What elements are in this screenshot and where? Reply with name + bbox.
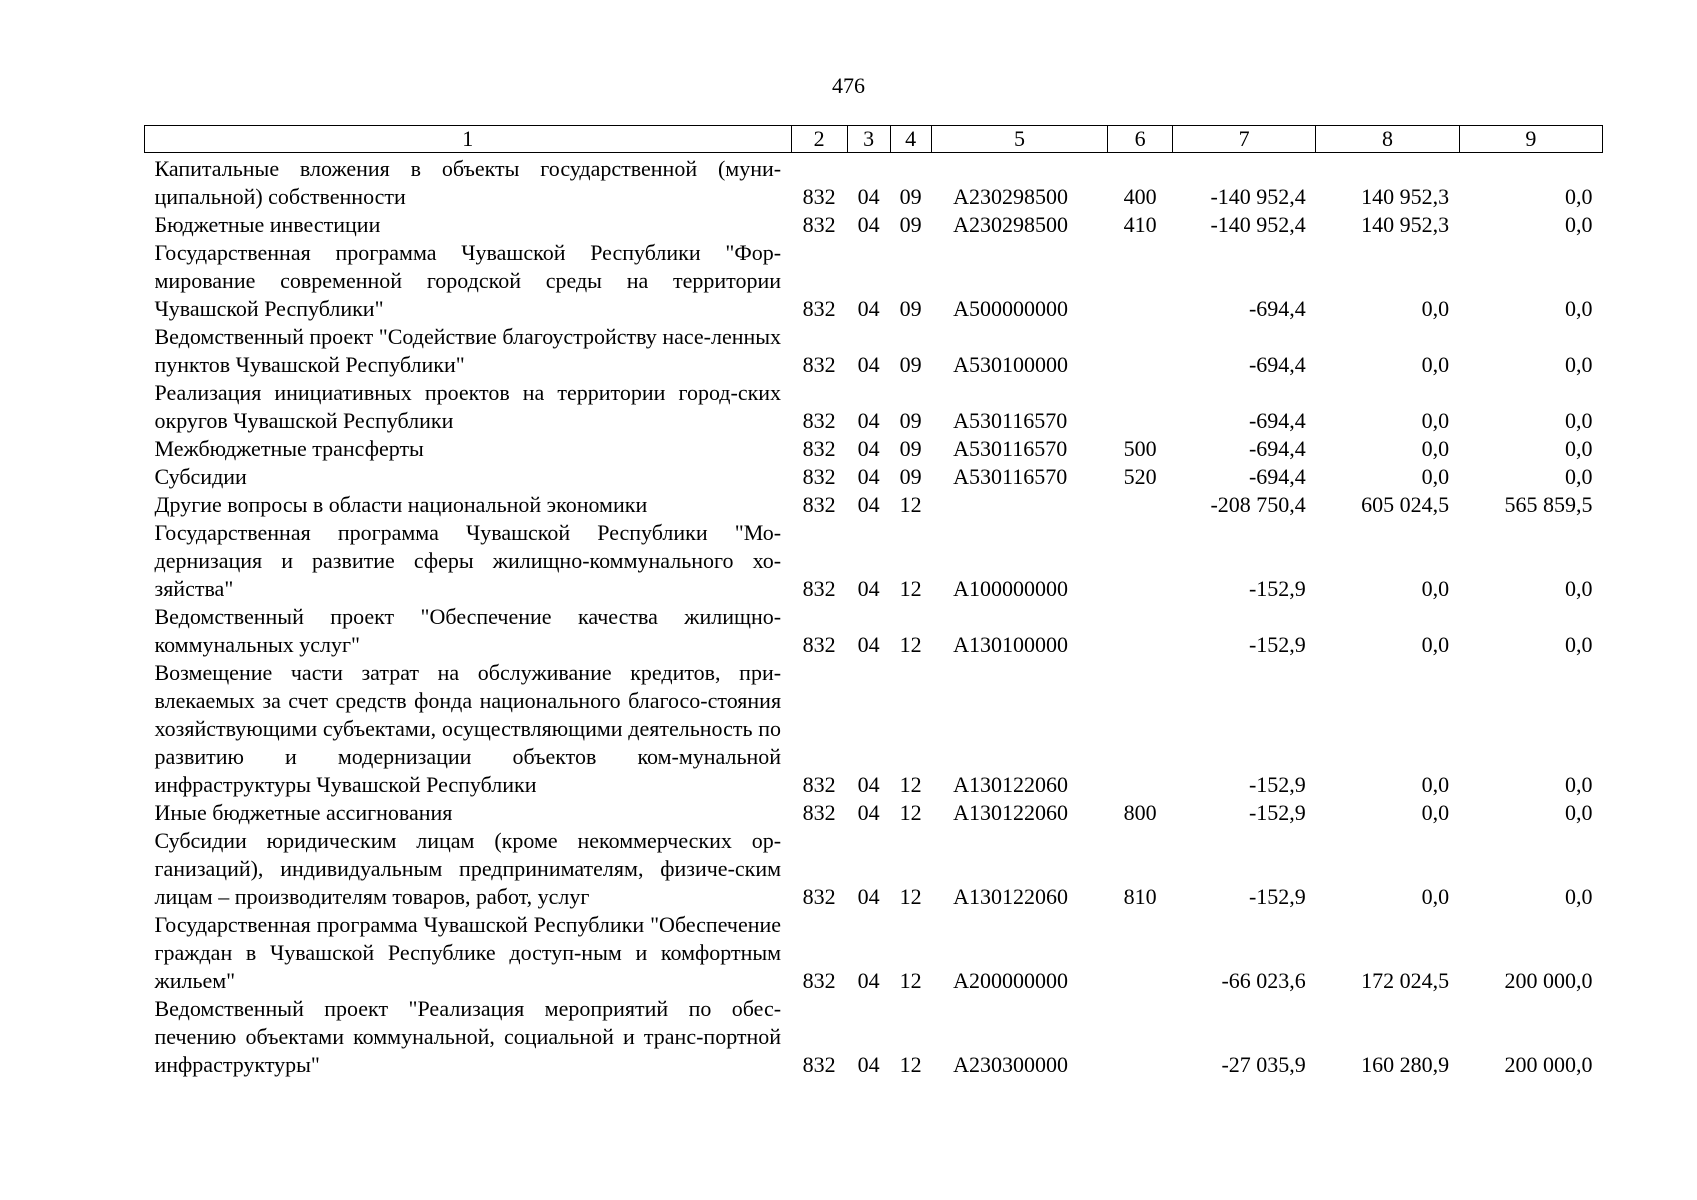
row-code-cell: 832 — [802, 772, 836, 797]
row-name-cell: Иные бюджетные ассигнования — [154, 800, 453, 825]
table-row — [145, 239, 1603, 323]
row-amount-col8-cell: 140 952,3 — [1361, 212, 1450, 237]
row-target-article-cell: А130100000 — [953, 632, 1069, 657]
row-code-cell: 832 — [802, 884, 836, 909]
row-section-cell: 04 — [857, 1052, 880, 1077]
row-amount-col8-cell: 605 024,5 — [1361, 492, 1450, 517]
row-name-cell: Капитальные вложения в объекты государственной (муни-ципальной) собственности — [154, 156, 782, 209]
row-expense-type-cell: 500 — [1123, 436, 1157, 461]
row-code-cell: 832 — [802, 576, 836, 601]
row-name-cell: Реализация инициативных проектов на территории город-ских округов Чувашской Республики — [154, 380, 782, 433]
row-section-cell: 04 — [857, 212, 880, 237]
row-name-cell: Другие вопросы в области национальной экономики — [154, 492, 648, 517]
table-row — [145, 659, 1603, 799]
table-row — [145, 211, 1603, 239]
row-amount-col9-cell: 0,0 — [1565, 800, 1593, 825]
row-subsection-cell: 09 — [899, 296, 922, 321]
row-section-cell: 04 — [857, 772, 880, 797]
row-amount-col9-cell: 0,0 — [1565, 296, 1593, 321]
row-amount-col8-cell: 0,0 — [1421, 772, 1450, 797]
row-subsection-cell: 09 — [899, 436, 922, 461]
row-code-cell: 832 — [802, 296, 836, 321]
row-section-cell: 04 — [857, 968, 880, 993]
row-name-cell: Ведомственный проект "Содействие благоустройству насе-ленных пунктов Чувашской Республики" — [154, 324, 782, 377]
table-row — [145, 155, 1603, 211]
row-amount-col8-cell: 160 280,9 — [1361, 1052, 1450, 1077]
row-subsection-cell: 12 — [899, 576, 922, 601]
row-amount-col7-cell: -694,4 — [1248, 436, 1306, 461]
table-row — [145, 995, 1603, 1079]
row-code-cell: 832 — [802, 632, 836, 657]
row-amount-col7-cell: -152,9 — [1248, 800, 1306, 825]
row-amount-col7-cell: -694,4 — [1248, 464, 1306, 489]
row-name-cell: Субсидии — [154, 464, 247, 489]
row-expense-type-cell: 810 — [1123, 884, 1157, 909]
header-cell-6: 6 — [1108, 126, 1173, 153]
row-target-article-cell: А130122060 — [953, 772, 1069, 797]
row-section-cell: 04 — [857, 296, 880, 321]
row-target-article-cell: А130122060 — [953, 884, 1069, 909]
row-target-article-cell: А230298500 — [953, 184, 1069, 209]
row-expense-type-cell — [1108, 239, 1173, 323]
row-code-cell: 832 — [802, 968, 836, 993]
table-row — [145, 463, 1603, 491]
row-target-article-cell: А530116570 — [953, 464, 1068, 489]
header-cell-4: 4 — [890, 126, 931, 153]
row-code-cell: 832 — [802, 436, 836, 461]
row-code-cell: 832 — [802, 212, 836, 237]
row-expense-type-cell: 410 — [1123, 212, 1157, 237]
row-amount-col9-cell: 0,0 — [1565, 436, 1593, 461]
row-amount-col9-cell: 0,0 — [1565, 772, 1593, 797]
row-amount-col8-cell: 172 024,5 — [1361, 968, 1450, 993]
row-code-cell: 832 — [802, 800, 836, 825]
row-subsection-cell: 12 — [899, 800, 922, 825]
row-name-cell: Возмещение части затрат на обслуживание кредитов, при-влекаемых за счет средств фонда национального благосо-стояния хозяйствующими субъектами, осуществляющими деятельность по развитию и модернизации объектов ком-мунальной инфраструктуры Чувашской Республики — [154, 660, 782, 797]
table-row — [145, 323, 1603, 379]
row-amount-col8-cell: 0,0 — [1421, 296, 1450, 321]
row-expense-type-cell — [1108, 659, 1173, 799]
page-number: 476 — [832, 73, 865, 98]
row-section-cell: 04 — [857, 884, 880, 909]
row-expense-type-cell: 400 — [1123, 184, 1157, 209]
row-subsection-cell: 12 — [899, 492, 922, 517]
row-code-cell: 832 — [802, 184, 836, 209]
row-subsection-cell: 12 — [899, 632, 922, 657]
row-amount-col8-cell: 0,0 — [1421, 408, 1450, 433]
row-amount-col7-cell: -140 952,4 — [1210, 184, 1306, 209]
row-code-cell: 832 — [802, 408, 836, 433]
row-target-article-cell: А230300000 — [953, 1052, 1069, 1077]
row-subsection-cell: 12 — [899, 772, 922, 797]
row-subsection-cell: 12 — [899, 1052, 922, 1077]
table-row — [145, 799, 1603, 827]
row-amount-col7-cell: -152,9 — [1248, 576, 1306, 601]
row-section-cell: 04 — [857, 800, 880, 825]
row-section-cell: 04 — [857, 436, 880, 461]
table-row — [145, 379, 1603, 435]
row-amount-col9-cell: 0,0 — [1565, 632, 1593, 657]
row-amount-col8-cell: 0,0 — [1421, 436, 1450, 461]
table-row — [145, 603, 1603, 659]
row-expense-type-cell — [1108, 603, 1173, 659]
row-name-cell: Государственная программа Чувашской Республики "Мо-дернизация и развитие сферы жилищно-коммунального хо-зяйства" — [154, 520, 782, 601]
row-code-cell: 832 — [802, 464, 836, 489]
header-cell-5: 5 — [931, 126, 1108, 153]
row-expense-type-cell: 520 — [1123, 464, 1157, 489]
row-amount-col9-cell: 0,0 — [1565, 184, 1593, 209]
row-code-cell: 832 — [802, 492, 836, 517]
row-amount-col8-cell: 0,0 — [1421, 464, 1450, 489]
row-amount-col9-cell: 0,0 — [1565, 464, 1593, 489]
row-amount-col9-cell: 0,0 — [1565, 884, 1593, 909]
row-section-cell: 04 — [857, 632, 880, 657]
row-amount-col7-cell: -152,9 — [1248, 772, 1306, 797]
row-subsection-cell: 09 — [899, 212, 922, 237]
budget-table — [144, 125, 1603, 1079]
row-amount-col7-cell: -152,9 — [1248, 884, 1306, 909]
row-target-article-cell: А500000000 — [953, 296, 1069, 321]
row-amount-col9-cell: 565 859,5 — [1504, 492, 1593, 517]
row-subsection-cell: 09 — [899, 184, 922, 209]
row-subsection-cell: 09 — [899, 352, 922, 377]
row-target-article-cell: А230298500 — [953, 212, 1069, 237]
table-row — [145, 911, 1603, 995]
row-amount-col7-cell: -694,4 — [1248, 408, 1306, 433]
row-amount-col8-cell: 0,0 — [1421, 632, 1450, 657]
row-amount-col9-cell: 0,0 — [1565, 212, 1593, 237]
row-amount-col9-cell: 0,0 — [1565, 408, 1593, 433]
row-section-cell: 04 — [857, 408, 880, 433]
row-amount-col7-cell: -27 035,9 — [1221, 1052, 1306, 1077]
table-row — [145, 827, 1603, 911]
row-amount-col9-cell: 200 000,0 — [1504, 1052, 1593, 1077]
row-name-cell: Межбюджетные трансферты — [154, 436, 424, 461]
row-section-cell: 04 — [857, 576, 880, 601]
row-amount-col8-cell: 0,0 — [1421, 352, 1450, 377]
row-target-article-cell: А530100000 — [953, 352, 1069, 377]
row-subsection-cell: 12 — [899, 968, 922, 993]
row-code-cell: 832 — [802, 1052, 836, 1077]
row-expense-type-cell — [1108, 995, 1173, 1079]
row-amount-col7-cell: -208 750,4 — [1210, 492, 1306, 517]
row-amount-col8-cell: 140 952,3 — [1361, 184, 1450, 209]
row-section-cell: 04 — [857, 184, 880, 209]
row-name-cell: Государственная программа Чувашской Республики "Обеспечение граждан в Чувашской Республике доступ-ным и комфортным жильем" — [154, 912, 782, 993]
header-cell-9: 9 — [1459, 126, 1602, 153]
row-amount-col9-cell: 200 000,0 — [1504, 968, 1593, 993]
row-amount-col8-cell: 0,0 — [1421, 800, 1450, 825]
row-name-cell: Бюджетные инвестиции — [154, 212, 381, 237]
header-cell-1: 1 — [145, 126, 792, 153]
row-target-article-cell: А200000000 — [953, 968, 1069, 993]
table-row — [145, 519, 1603, 603]
table-row — [145, 435, 1603, 463]
row-amount-col9-cell: 0,0 — [1565, 352, 1593, 377]
header-cell-2: 2 — [791, 126, 847, 153]
row-name-cell: Субсидии юридическим лицам (кроме некоммерческих ор-ганизаций), индивидуальным предпринимателям, физиче-ским лицам – производителям товаров, работ, услуг — [154, 828, 782, 909]
row-expense-type-cell — [1108, 491, 1173, 519]
row-expense-type-cell — [1108, 911, 1173, 995]
row-expense-type-cell — [1108, 519, 1173, 603]
row-section-cell: 04 — [857, 352, 880, 377]
table-row — [145, 491, 1603, 519]
row-section-cell: 04 — [857, 464, 880, 489]
row-subsection-cell: 09 — [899, 408, 922, 433]
row-amount-col7-cell: -694,4 — [1248, 352, 1306, 377]
row-amount-col7-cell: -694,4 — [1248, 296, 1306, 321]
row-code-cell: 832 — [802, 352, 836, 377]
row-target-article-cell — [931, 491, 1108, 519]
row-target-article-cell: А100000000 — [953, 576, 1069, 601]
row-name-cell: Ведомственный проект "Обеспечение качества жилищно-коммунальных услуг" — [154, 604, 782, 657]
row-name-cell: Ведомственный проект "Реализация мероприятий по обес-печению объектами коммунальной, социальной и транс-портной инфраструктуры" — [154, 996, 782, 1077]
header-row — [145, 126, 1603, 153]
row-target-article-cell: А130122060 — [953, 800, 1069, 825]
header-cell-7: 7 — [1173, 126, 1316, 153]
row-expense-type-cell — [1108, 323, 1173, 379]
row-amount-col8-cell: 0,0 — [1421, 576, 1450, 601]
row-name-cell: Государственная программа Чувашской Республики "Фор-мирование современной городской среды на территории Чувашской Республики" — [154, 240, 782, 321]
row-expense-type-cell — [1108, 379, 1173, 435]
row-subsection-cell: 12 — [899, 884, 922, 909]
row-section-cell: 04 — [857, 492, 880, 517]
row-subsection-cell: 09 — [899, 464, 922, 489]
row-amount-col7-cell: -140 952,4 — [1210, 212, 1306, 237]
row-target-article-cell: А530116570 — [953, 436, 1068, 461]
row-target-article-cell: А530116570 — [953, 408, 1068, 433]
table-body — [145, 153, 1603, 1080]
row-amount-col7-cell: -66 023,6 — [1221, 968, 1306, 993]
row-expense-type-cell: 800 — [1123, 800, 1157, 825]
row-amount-col9-cell: 0,0 — [1565, 576, 1593, 601]
header-cell-3: 3 — [847, 126, 890, 153]
row-amount-col8-cell: 0,0 — [1421, 884, 1450, 909]
row-amount-col7-cell: -152,9 — [1248, 632, 1306, 657]
header-cell-8: 8 — [1316, 126, 1459, 153]
